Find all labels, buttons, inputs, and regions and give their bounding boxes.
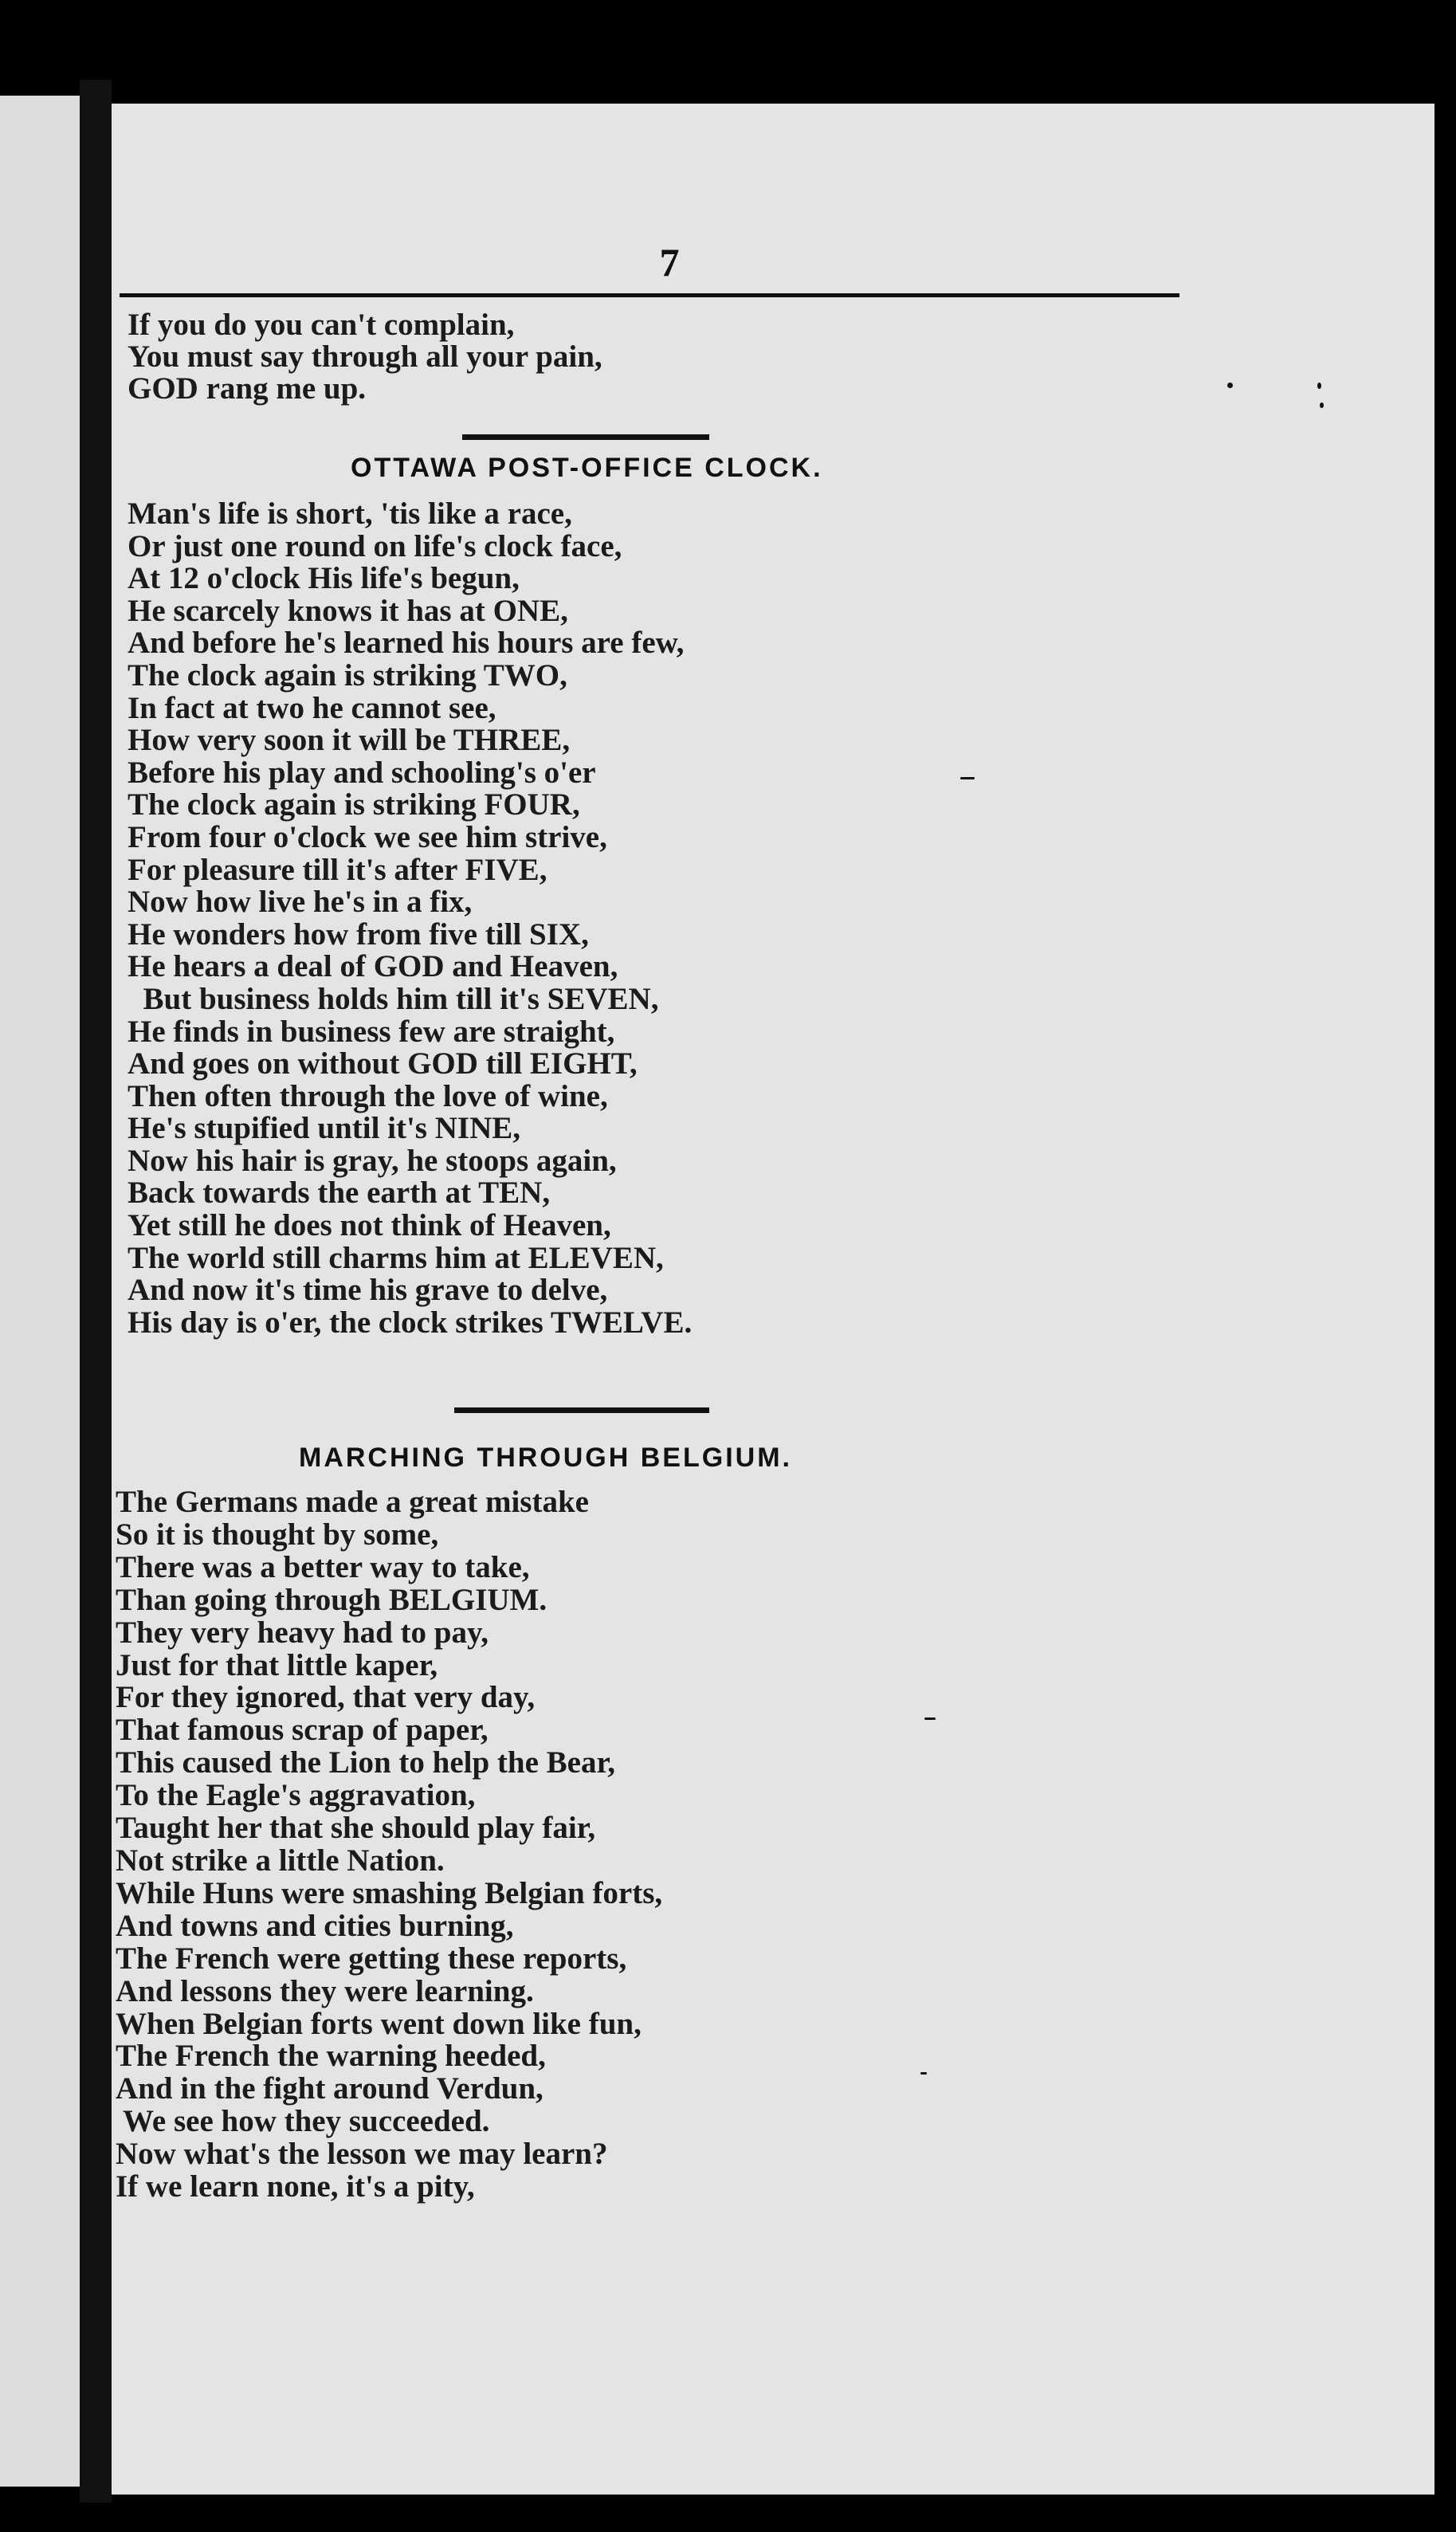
intro-stanza — [128, 309, 602, 405]
poem-line: Not strike a little Nation. — [116, 1843, 445, 1878]
page-number: 7 — [659, 240, 680, 285]
poem-line: There was a better way to take, — [116, 1549, 530, 1584]
poem-line: He scarcely knows it has at ONE, — [128, 593, 568, 628]
poem-ottawa-clock — [128, 498, 692, 1339]
poem-line: So it is thought by some, — [116, 1517, 439, 1552]
poem-line: The French were getting these reports, — [116, 1941, 627, 1976]
section-divider — [462, 434, 709, 440]
poem-line: And in the fight around Verdun, — [116, 2071, 544, 2106]
poem-line: The French the warning heeded, — [116, 2039, 546, 2074]
poem-line: His day is o'er, the clock strikes TWELVE. — [128, 1305, 693, 1340]
scan-speck — [960, 777, 975, 779]
poem-line: Or just one round on life's clock face, — [128, 528, 622, 563]
poem-marching-belgium — [116, 1486, 662, 2204]
scan-speck — [920, 2072, 927, 2075]
poem-line: From four o'clock we see him strive, — [128, 819, 607, 854]
scan-speck — [1227, 383, 1233, 388]
poem-line: The clock again is striking FOUR, — [128, 787, 580, 822]
poem-line: Now what's the lesson we may learn? — [116, 2137, 608, 2172]
poem-line: He wonders how from five till SIX, — [128, 917, 589, 952]
poem-line: For they ignored, that very day, — [116, 1680, 536, 1715]
scan-speck — [1320, 402, 1324, 408]
poem-line: He finds in business few are straight, — [128, 1014, 615, 1049]
poem-line: Now his hair is gray, he stoops again, — [128, 1143, 617, 1178]
poem-line: If we learn none, it's a pity, — [116, 2169, 475, 2204]
adjacent-page-edge — [0, 96, 80, 2487]
poem-line: And now it's time his grave to delve, — [128, 1273, 608, 1308]
section-divider — [454, 1407, 709, 1413]
poem-line: The Germans made a great mistake — [116, 1485, 589, 1519]
poem-line: He's stupified until it's NINE, — [128, 1111, 521, 1146]
poem-line: The world still charms him at ELEVEN, — [128, 1240, 664, 1275]
poem-line: Than going through BELGIUM. — [116, 1582, 547, 1617]
intro-line: GOD rang me up. — [128, 371, 367, 406]
poem-line: This caused the Lion to help the Bear, — [116, 1745, 615, 1780]
intro-line: If you do you can't complain, — [128, 308, 515, 342]
section-title-ottawa-clock: OTTAWA POST-OFFICE CLOCK. — [351, 453, 823, 483]
poem-line: But business holds him till it's SEVEN, — [128, 981, 659, 1016]
poem-line: The clock again is striking TWO, — [128, 658, 567, 693]
poem-line: How very soon it will be THREE, — [128, 723, 571, 758]
poem-line: While Huns were smashing Belgian forts, — [116, 1875, 663, 1910]
poem-line: To the Eagle's aggravation, — [116, 1778, 476, 1813]
poem-line: We see how they succeeded. — [116, 2104, 490, 2139]
poem-line: And before he's learned his hours are few, — [128, 626, 685, 661]
poem-line: They very heavy had to pay, — [116, 1615, 489, 1650]
poem-line: And towns and cities burning, — [116, 1908, 514, 1943]
poem-line: Then often through the love of wine, — [128, 1078, 608, 1113]
scan-speck — [89, 1040, 96, 1050]
header-rule — [120, 293, 1179, 297]
section-title-marching-belgium: MARCHING THROUGH BELGIUM. — [299, 1443, 792, 1473]
poem-line: In fact at two he cannot see, — [128, 690, 496, 725]
scan-speck — [1317, 383, 1321, 389]
poem-line: For pleasure till it's after FIVE, — [128, 852, 547, 887]
poem-line: That famous scrap of paper, — [116, 1713, 489, 1748]
intro-line: You must say through all your pain, — [128, 340, 602, 374]
poem-line: Before his play and schooling's o'er — [128, 755, 596, 790]
poem-line: Back towards the earth at TEN, — [128, 1176, 551, 1211]
poem-line: He hears a deal of GOD and Heaven, — [128, 949, 618, 984]
scan-speck — [924, 1717, 936, 1720]
poem-line: Just for that little kaper, — [116, 1647, 438, 1682]
binding-shadow — [80, 80, 112, 2503]
poem-line: And goes on without GOD till EIGHT, — [128, 1046, 638, 1081]
poem-line: Taught her that she should play fair, — [116, 1811, 596, 1846]
poem-line: Now how live he's in a fix, — [128, 885, 473, 920]
poem-line: At 12 o'clock His life's begun, — [128, 561, 520, 596]
scan-speck — [94, 849, 102, 857]
poem-line: Man's life is short, 'tis like a race, — [128, 497, 572, 531]
poem-line: And lessons they were learning. — [116, 1973, 534, 2008]
poem-line: When Belgian forts went down like fun, — [116, 2006, 642, 2041]
poem-line: Yet still he does not think of Heaven, — [128, 1208, 611, 1243]
